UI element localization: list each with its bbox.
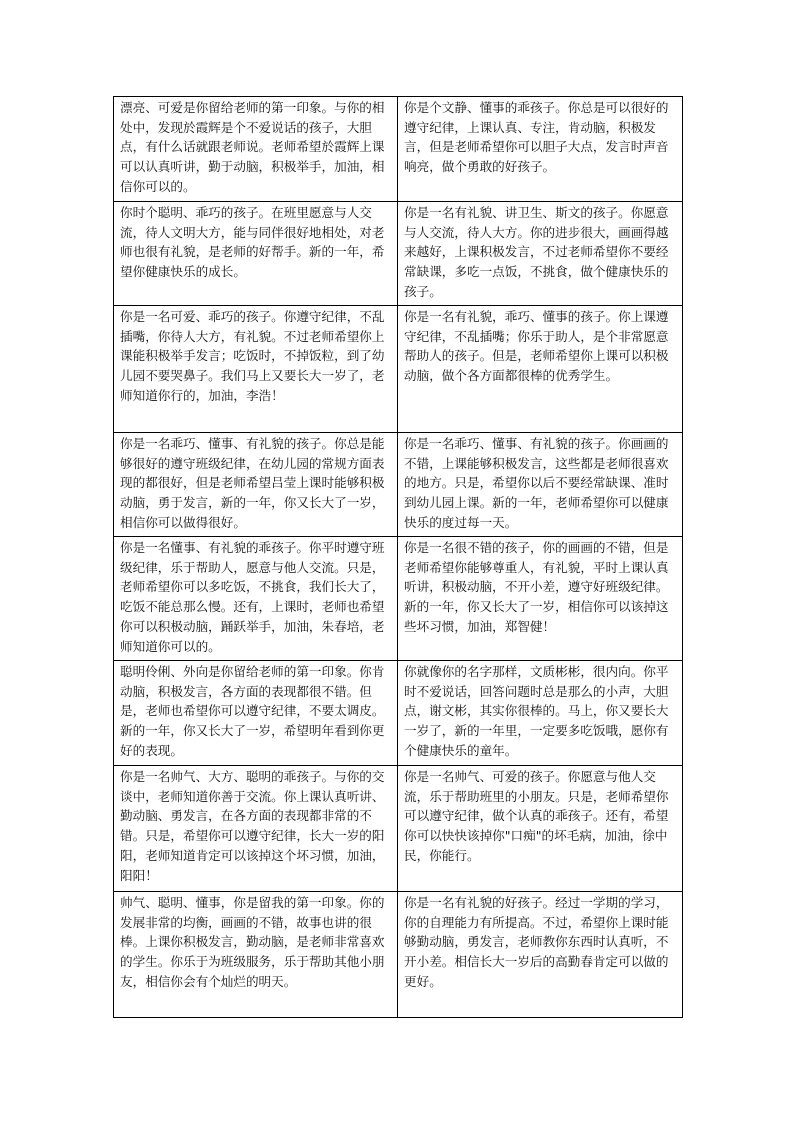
table-row: [114, 97, 683, 202]
table-row: [114, 892, 683, 1018]
comment-cell-left: 帅气、聪明、懂事，你是留我的第一印象。你的发展非常的均衡，画画的不错，故事也讲的很棒。上课你积极发言，勤动脑，是老师非常喜欢的学生。你乐于为班级服务，乐于帮助其他小朋友，相信你会有个灿烂的明天。: [114, 892, 398, 1018]
comment-cell-left: 你时个聪明、乖巧的孩子。在班里愿意与人交流，待人文明大方，能与同伴很好地相处，对老师也很有礼貌，是老师的好帮手。新的一年，希望你健康快乐的成长。: [114, 202, 398, 306]
table-row: [114, 537, 683, 661]
comment-cell-right: 你是一名有礼貌的好孩子。经过一学期的学习，你的自理能力有所提高。不过，希望你上课时能够勤动脑，勇发言，老师教你东西时认真听，不开小差。相信长大一岁后的高勤春肯定可以做的更好。: [398, 892, 683, 1018]
comment-cell-left: 你是一名懂事、有礼貌的乖孩子。你平时遵守班级纪律，乐于帮助人，愿意与他人交流。只是，老师希望你可以多吃饭，不挑食，我们长大了，吃饭不能总那么慢。还有，上课时，老师也希望你可以积极动脑，踊跃举手，加油，朱春培，老师知道你可以的。: [114, 537, 398, 661]
comment-cell-right: 你是一名帅气、可爱的孩子。你愿意与他人交流，乐于帮助班里的小朋友。只是，老师希望你可以遵守纪律，做个认真的乖孩子。还有，希望你可以快快该掉你"口痴"的坏毛病，加油，徐中民，你能行。: [398, 766, 683, 892]
comment-cell-left: 你是一名帅气、大方、聪明的乖孩子。与你的交谈中，老师知道你善于交流。你上课认真听讲、勤动脑、勇发言，在各方面的表现都非常的不错。只是，希望你可以遵守纪律，长大一岁的阳阳，老师知道肯定可以该掉这个坏习惯，加油，阳阳！: [114, 766, 398, 892]
comment-cell-right: 你是一名乖巧、懂事、有礼貌的孩子。你画画的不错，上课能够积极发言，这些都是老师很喜欢的地方。只是，希望你以后不要经常缺课、准时到幼儿园上课。新的一年，老师希望你可以健康快乐的度过每一天。: [398, 433, 683, 537]
comment-cell-left: 你是一名可爱、乖巧的孩子。你遵守纪律，不乱插嘴，你待人大方，有礼貌。不过老师希望你上课能积极举手发言；吃饭时，不掉饭粒，到了幼儿园不要哭鼻子。我们马上又要长大一岁了，老师知道你行的，加油，李浩！: [114, 306, 398, 433]
comment-cell-right: 你是一名有礼貌，乖巧、懂事的孩子。你上课遵守纪律，不乱插嘴；你乐于助人，是个非常愿意帮助人的孩子。但是，老师希望你上课可以积极动脑，做个各方面都很棒的优秀学生。: [398, 306, 683, 433]
comment-cell-right: 你是个文静、懂事的乖孩子。你总是可以很好的遵守纪律，上课认真、专注，肯动脑，积极发言，但是老师希望你可以胆子大点，发言时声音响亮，做个勇敢的好孩子。: [398, 97, 683, 202]
comment-cell-left: 你是一名乖巧、懂事、有礼貌的孩子。你总是能够很好的遵守班级纪律，在幼儿园的常规方面表现的都很好，但是老师希望吕莹上课时能够积极动脑，勇于发言，新的一年，你又长大了一岁，相信你可以做得很好。: [114, 433, 398, 537]
table-row: [114, 306, 683, 433]
comment-cell-left: 聪明伶俐、外向是你留给老师的第一印象。你肯动脑，积极发言，各方面的表现都很不错。但是，老师也希望你可以遵守纪律，不要太调皮。新的一年，你又长大了一岁，希望明年看到你更好的表现。: [114, 661, 398, 766]
teacher-comments-table: [113, 96, 683, 1018]
table-row: [114, 433, 683, 537]
table-row: [114, 202, 683, 306]
comment-cell-right: 你就像你的名字那样，文质彬彬，很内向。你平时不爱说话，回答问题时总是那么的小声，大胆点，谢文彬，其实你很棒的。马上，你又要长大一岁了，新的一年里，一定要多吃饭哦，愿你有个健康快乐的童年。: [398, 661, 683, 766]
comment-cell-right: 你是一名很不错的孩子，你的画画的不错，但是老师希望你能够尊重人，有礼貌，平时上课认真听讲，积极动脑，不开小差，遵守好班级纪律。新的一年，你又长大了一岁，相信你可以该掉这些坏习惯，加油，郑智健！: [398, 537, 683, 661]
table-row: [114, 661, 683, 766]
table-row: [114, 766, 683, 892]
comment-cell-left: 漂亮、可爱是你留给老师的第一印象。与你的相处中，发现於霞辉是个不爱说话的孩子，大胆点，有什么话就跟老师说。老师希望於霞辉上课可以认真听讲，勤于动脑，积极举手，加油，相信你可以的。: [114, 97, 398, 202]
comment-cell-right: 你是一名有礼貌、讲卫生、斯文的孩子。你愿意与人交流，待人大方。你的进步很大，画画得越来越好，上课积极发言，不过老师希望你不要经常缺课，多吃一点饭，不挑食，做个健康快乐的孩子。: [398, 202, 683, 306]
